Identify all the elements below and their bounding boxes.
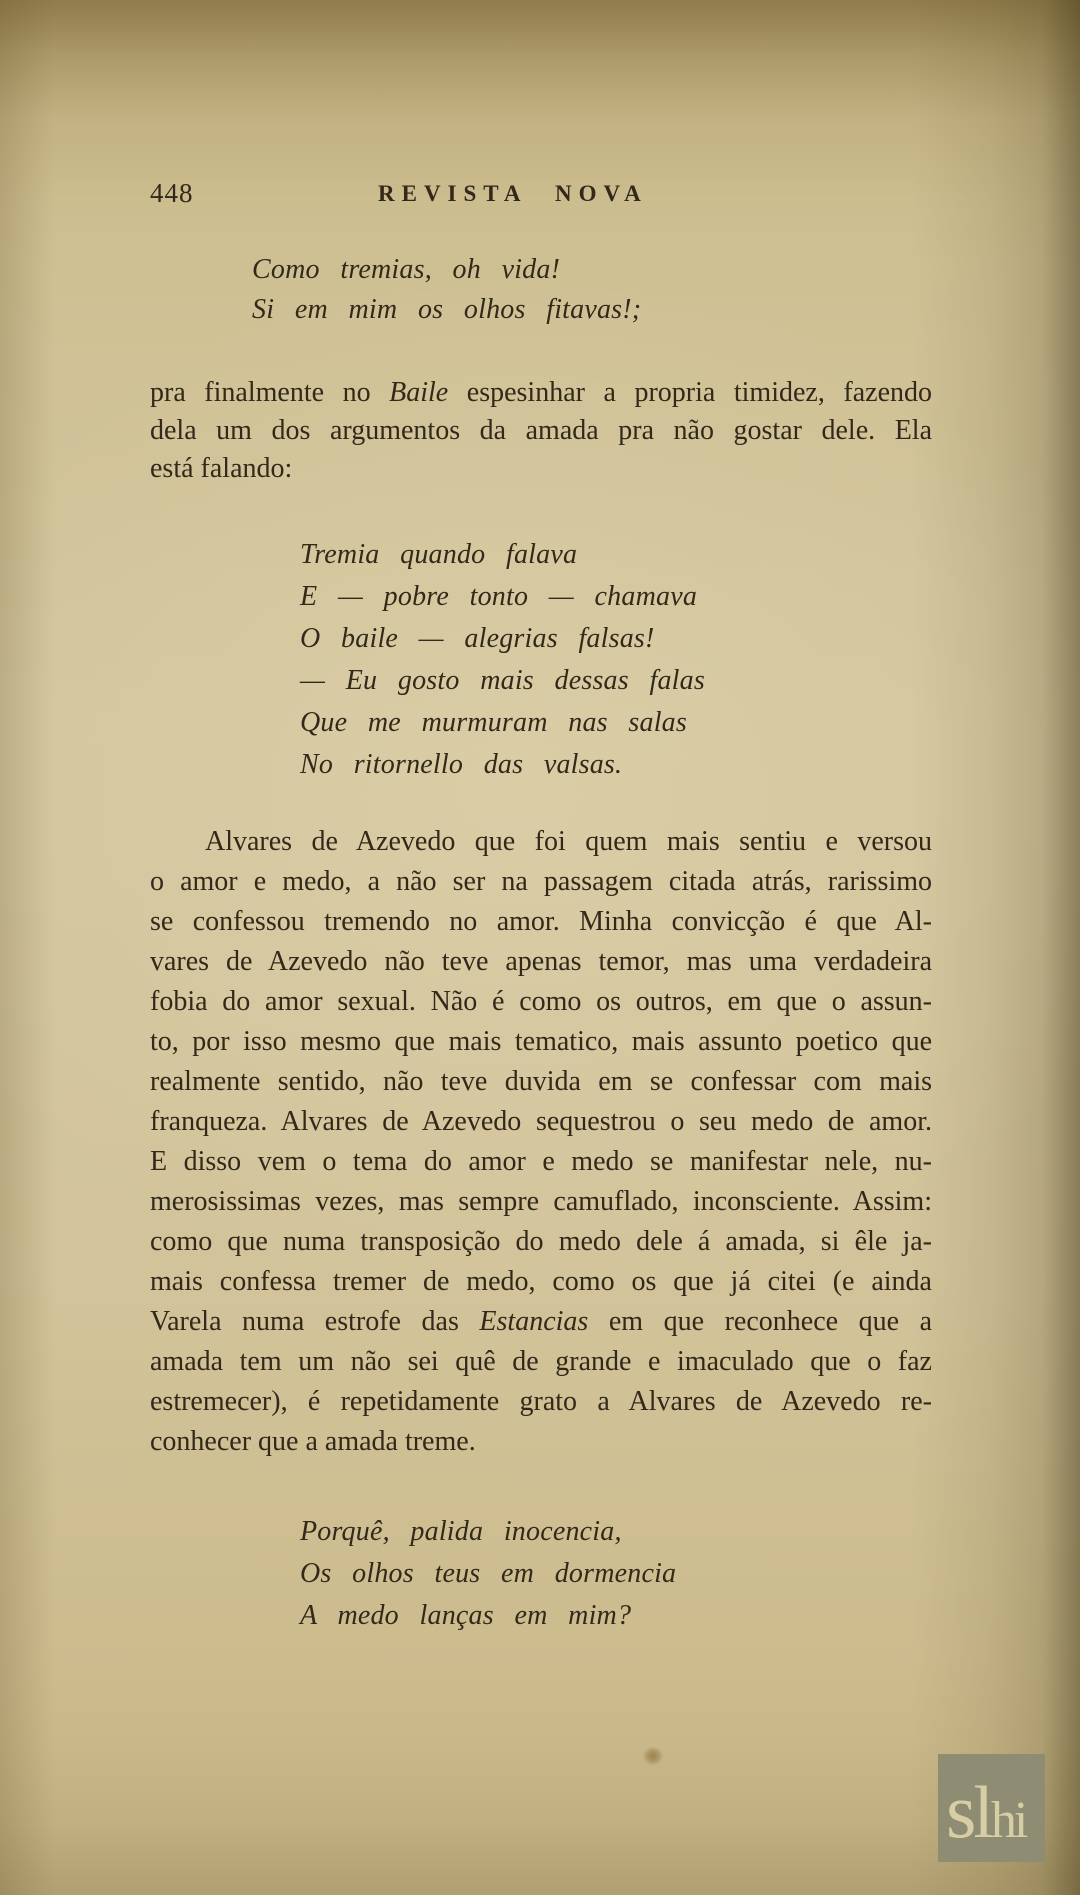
text-line: Como tremias, oh vida! [252,254,561,285]
paragraph-2 [150,822,932,1462]
text-line: mais confessa tremer de medo, como os que já citei (e ainda [150,1266,932,1297]
text-line: merosissimas vezes, mas sempre camuflado, inconsciente. Assim: [150,1186,932,1217]
text-line: está falando: [150,453,293,484]
text-line: O baile — alegrias falsas! [300,623,655,654]
poem-quote-1 [150,250,1034,330]
text-line: pra finalmente no Baile espesinhar a propria timidez, fazendo [150,377,932,408]
text-line: E disso vem o tema do amor e medo se manifestar nele, nu- [150,1146,932,1177]
text-line: Os olhos teus em dormencia [300,1558,677,1589]
text-line: Si em mim os olhos fitavas!; [252,294,642,325]
text-line: E — pobre tonto — chamava [300,581,698,612]
text-line: Alvares de Azevedo que foi quem mais sentiu e versou [205,826,932,857]
page-number: 448 [150,178,194,208]
text-line: estremecer), é repetidamente grato a Alvares de Azevedo re- [150,1386,932,1417]
journal-title: REVISTA NOVA [378,181,648,206]
text-line: amada tem um não sei quê de grande e imaculado que o faz [150,1346,932,1377]
poem-quote-2 [150,534,1080,786]
text-line: fobia do amor sexual. Não é como os outros, em que o assun- [150,986,932,1017]
paper-stain [644,1748,662,1764]
text-line: — Eu gosto mais dessas falas [300,665,705,696]
text-line: Tremia quando falava [300,539,578,570]
text-line: franqueza. Alvares de Azevedo sequestrou o seu medo de amor. [150,1106,932,1137]
paragraph-1 [150,374,932,488]
text-line: realmente sentido, não teve duvida em se confessar com mais [150,1066,932,1097]
text-line: como que numa transposição do medo dele á amada, si êle ja- [150,1226,932,1257]
text-line: No ritornello das valsas. [300,749,623,780]
text-line: o amor e medo, a não ser na passagem citada atrás, rarissimo [150,866,932,897]
text-line: conhecer que a amada treme. [150,1426,476,1457]
text-line: Varela numa estrofe das Estancias em que reconhece que a [150,1306,933,1337]
text-line: to, por isso mesmo que mais tematico, mais assunto poetico que [150,1026,932,1057]
text-line: dela um dos argumentos da amada pra não gostar dele. Ela [150,415,932,446]
text-line: Porquê, palida inocencia, [300,1516,622,1547]
slhi-watermark [938,1754,1045,1862]
page-header [150,178,932,218]
slhi-watermark-text: slhi [946,1767,1026,1854]
text-line: se confessou tremendo no amor. Minha convicção é que Al- [150,906,932,937]
text-line: A medo lanças em mim? [300,1600,632,1631]
text-line: vares de Azevedo não teve apenas temor, mas uma verdadeira [150,946,932,977]
text-line: Que me murmuram nas salas [300,707,687,738]
poem-quote-3 [150,1511,1080,1637]
